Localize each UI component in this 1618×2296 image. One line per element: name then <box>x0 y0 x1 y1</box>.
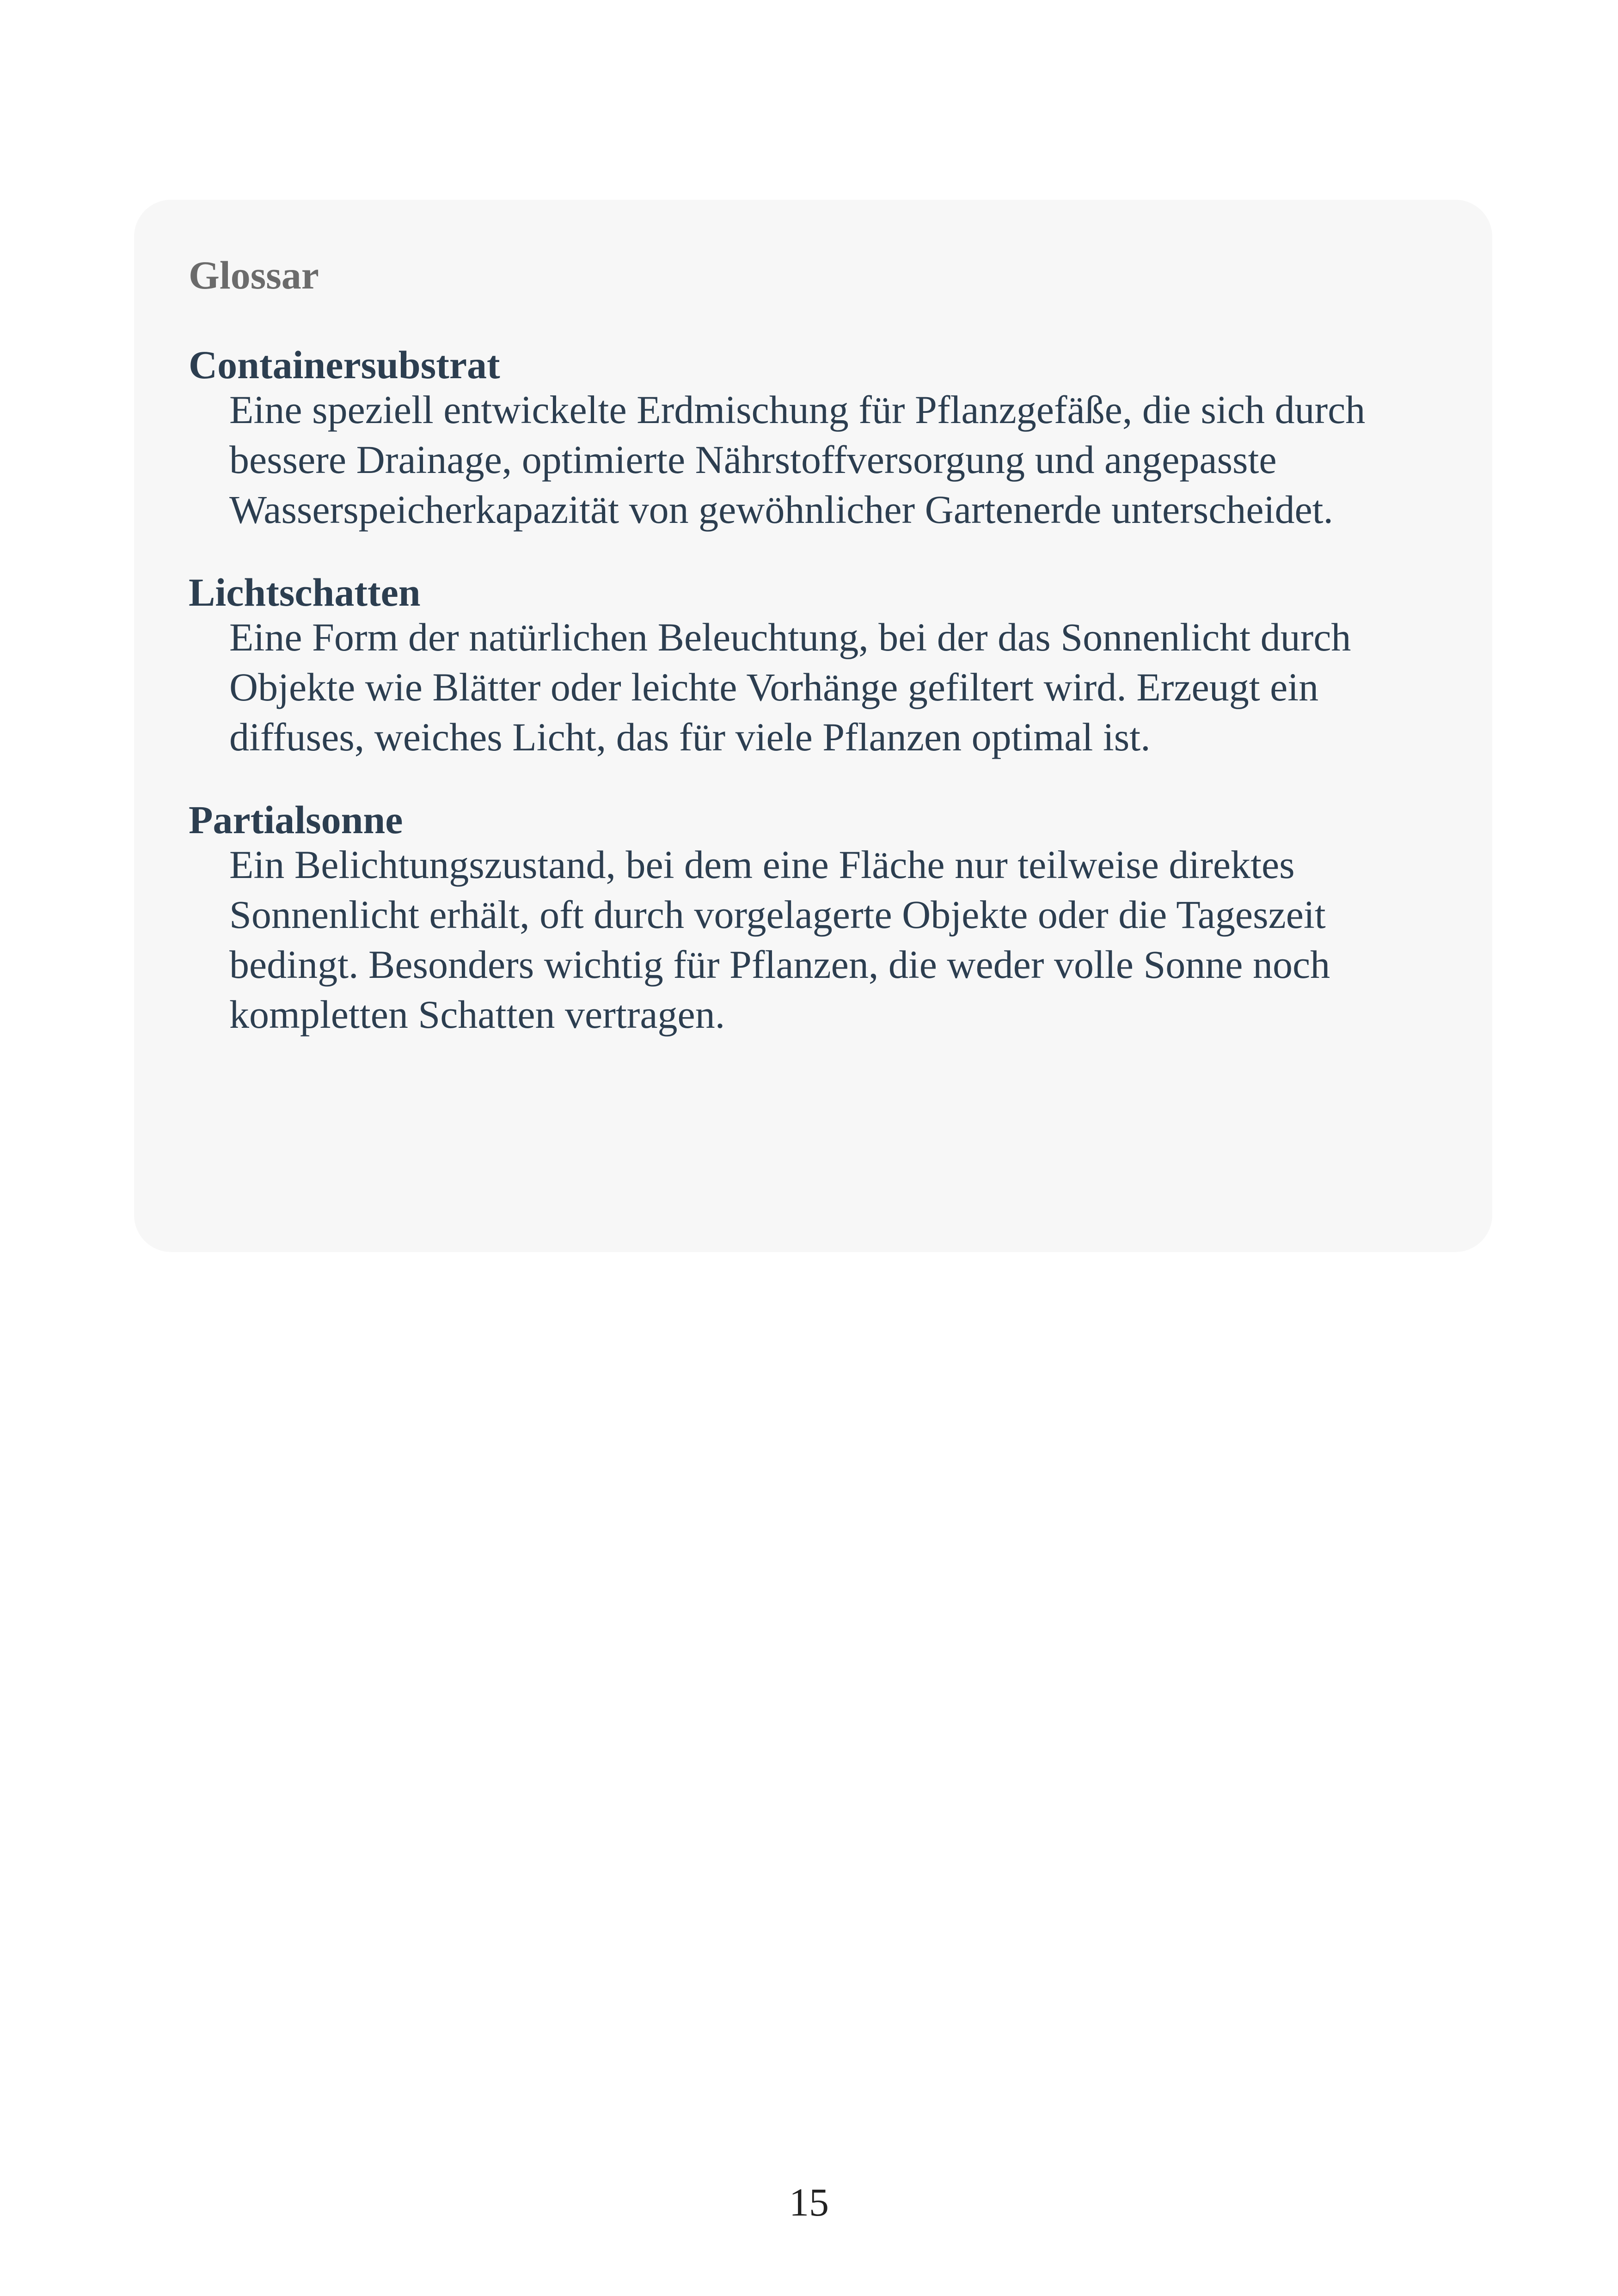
glossary-entry-lichtschatten <box>189 572 1437 762</box>
glossary-entry-partialsonne <box>189 800 1437 1039</box>
entry-term: Lichtschatten <box>189 570 421 614</box>
glossary-title: Glossar <box>189 253 319 297</box>
page-number: 15 <box>789 2180 829 2224</box>
glossary-box <box>134 200 1492 1252</box>
entry-definition: Eine Form der natürlichen Beleuchtung, bei der das Sonnenlicht durch Objekte wie Blätter oder leichte Vorhänge gefiltert wird. Erzeugt ein diffuses, weiches Licht, das für viele Pflanzen optimal ist. <box>229 615 1351 759</box>
entry-definition: Eine speziell entwickelte Erdmischung für Pflanzgefäße, die sich durch bessere Drainage, optimierte Nährstoffversorgung und angepasste Wasserspeicherkapazität von gewöhnlicher Gartenerde unterscheidet. <box>229 387 1366 532</box>
entry-term: Containersubstrat <box>189 343 500 387</box>
glossary-entry-containersubstrat <box>189 345 1437 534</box>
entry-term: Partialsonne <box>189 798 403 842</box>
entry-definition: Ein Belichtungszustand, bei dem eine Fläche nur teilweise direktes Sonnenlicht erhält, oft durch vorgelagerte Objekte oder die Tageszeit bedingt. Besonders wichtig für Pflanzen, die weder volle Sonne noch kompletten Schatten vertragen. <box>229 842 1330 1037</box>
